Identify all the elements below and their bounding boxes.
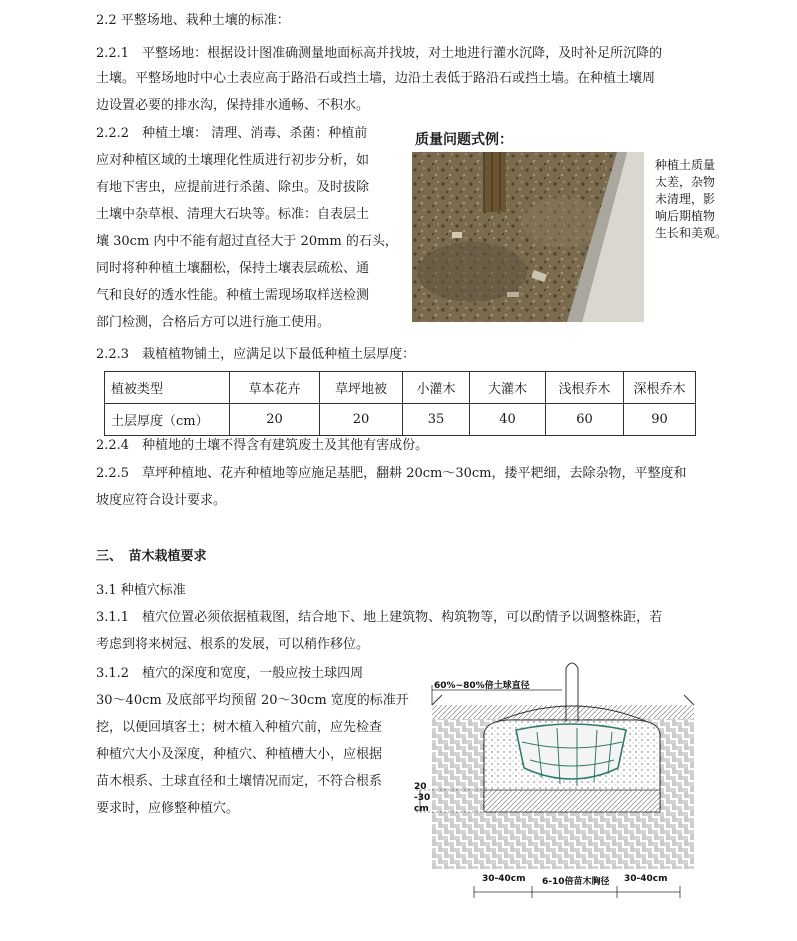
note-line: 生长和美观。: [655, 226, 728, 240]
paragraph-2-2-4: 2.2.4 种植地的土壤不得含有建筑废土及其他有害成份。: [96, 438, 429, 453]
table-cell: 土层厚度（cm）: [105, 404, 230, 436]
table-header-row: [105, 372, 696, 404]
subsection-title-3-1: 3.1 种植穴标准: [96, 583, 186, 598]
text-line: 2.2.1 平整场地：根据设计图准确测量地面标高并找坡，对土地进行灌水沉降，及时补足所沉降的: [96, 46, 663, 61]
planting-pit-diagram: [412, 660, 702, 910]
paragraph-2-2-3: 2.2.3 栽植植物铺土，应满足以下最低种植土层厚度：: [96, 347, 416, 362]
photo-note: [655, 157, 727, 242]
text-line: 挖，以便回填客土；树木植入种植穴前，应先检查: [96, 720, 383, 735]
text-line: 3.1.1 植穴位置必须依据植栽图，结合地下、地上建筑物、构筑物等，可以酌情予以调整株距，若: [96, 610, 663, 625]
note-line: 太差，杂物: [655, 175, 716, 189]
table-cell: 深根乔木: [624, 372, 696, 404]
table-cell: 40: [470, 404, 546, 436]
table-cell: 草本花卉: [230, 372, 320, 404]
text-line: 壤 30cm 内中不能有超过直径大于 20mm 的石头，: [96, 234, 398, 249]
text-line: 苗木根系、土球直径和土壤情况而定，不符合根系: [96, 774, 383, 789]
section-title-2-2: 2.2 平整场地、栽种土壤的标准：: [96, 13, 290, 28]
table-cell: 20: [230, 404, 320, 436]
table-cell: 浅根乔木: [546, 372, 624, 404]
text-line: 土壤。平整场地时中心土表应高于路沿石或挡土墙，边沿土表低于路沿石或挡土墙。在种植土壤周: [96, 71, 656, 86]
table-cell: 35: [403, 404, 470, 436]
text-line: 边设置必要的排水沟，保持排水通畅、不积水。: [96, 98, 370, 113]
table-row: [105, 404, 696, 436]
text-line: 土壤中杂草根、清理大石块等。标准：自表层土: [96, 207, 370, 222]
table-cell: 20: [320, 404, 403, 436]
note-line: 未清理，影: [655, 192, 716, 206]
label-line: 20: [414, 782, 427, 792]
diagram-bottom-label-center: 6-10倍苗木胸径: [542, 877, 610, 887]
text-line: 种植穴大小及深度，种植穴、种植槽大小，应根据: [96, 747, 383, 762]
table-cell: 90: [624, 404, 696, 436]
text-line: 2.2.5 草坪种植地、花卉种植地等应施足基肥，翻耕 20cm～30cm，搂平耙细，去除杂物，平整度和: [96, 466, 687, 481]
diagram-top-label: 60%~80%倍土球直径: [434, 681, 530, 691]
text-line: 3.1.2 植穴的深度和宽度，一般应按土球四周: [96, 666, 364, 681]
table-cell: 60: [546, 404, 624, 436]
table-cell: 大灌木: [470, 372, 546, 404]
text-line: 要求时，应修整种植穴。: [96, 801, 240, 816]
text-line: 2.2.2 种植土壤： 清理、消毒、杀菌：种植前: [96, 126, 368, 141]
text-line: 同时将种种植土壤翻松，保持土壤表层疏松、通: [96, 261, 370, 276]
diagram-left-label: [414, 782, 430, 815]
diagram-bottom-label-right: 30-40cm: [624, 874, 668, 884]
soil-thickness-table: [104, 371, 696, 436]
label-line: cm: [414, 804, 429, 814]
note-line: 种植土质量: [655, 158, 716, 172]
soil-photo: [412, 152, 644, 322]
label-line: -30: [414, 793, 431, 803]
text-line: 坡度应符合设计要求。: [96, 493, 227, 508]
text-line: 30～40cm 及底部平均预留 20～30cm 宽度的标准开: [96, 693, 409, 708]
text-line: 有地下害虫，应提前进行杀菌、除虫。及时拔除: [96, 180, 370, 195]
photo-caption: 质量问题式例：: [415, 132, 513, 148]
table-cell: 小灌木: [403, 372, 470, 404]
text-line: 考虑到将来树冠、根系的发展，可以稍作移位。: [96, 637, 370, 652]
table-cell: 草坪地被: [320, 372, 403, 404]
note-line: 响后期植物: [655, 209, 716, 223]
section-heading-3: 三、 苗木栽植要求: [96, 549, 207, 564]
table-cell: 植被类型: [105, 372, 230, 404]
diagram-bottom-label-left: 30-40cm: [482, 874, 526, 884]
text-line: 部门检测，合格后方可以进行施工使用。: [96, 315, 331, 330]
text-line: 气和良好的透水性能。种植土需现场取样送检测: [96, 288, 370, 303]
text-line: 应对种植区域的土壤理化性质进行初步分析，如: [96, 153, 370, 168]
